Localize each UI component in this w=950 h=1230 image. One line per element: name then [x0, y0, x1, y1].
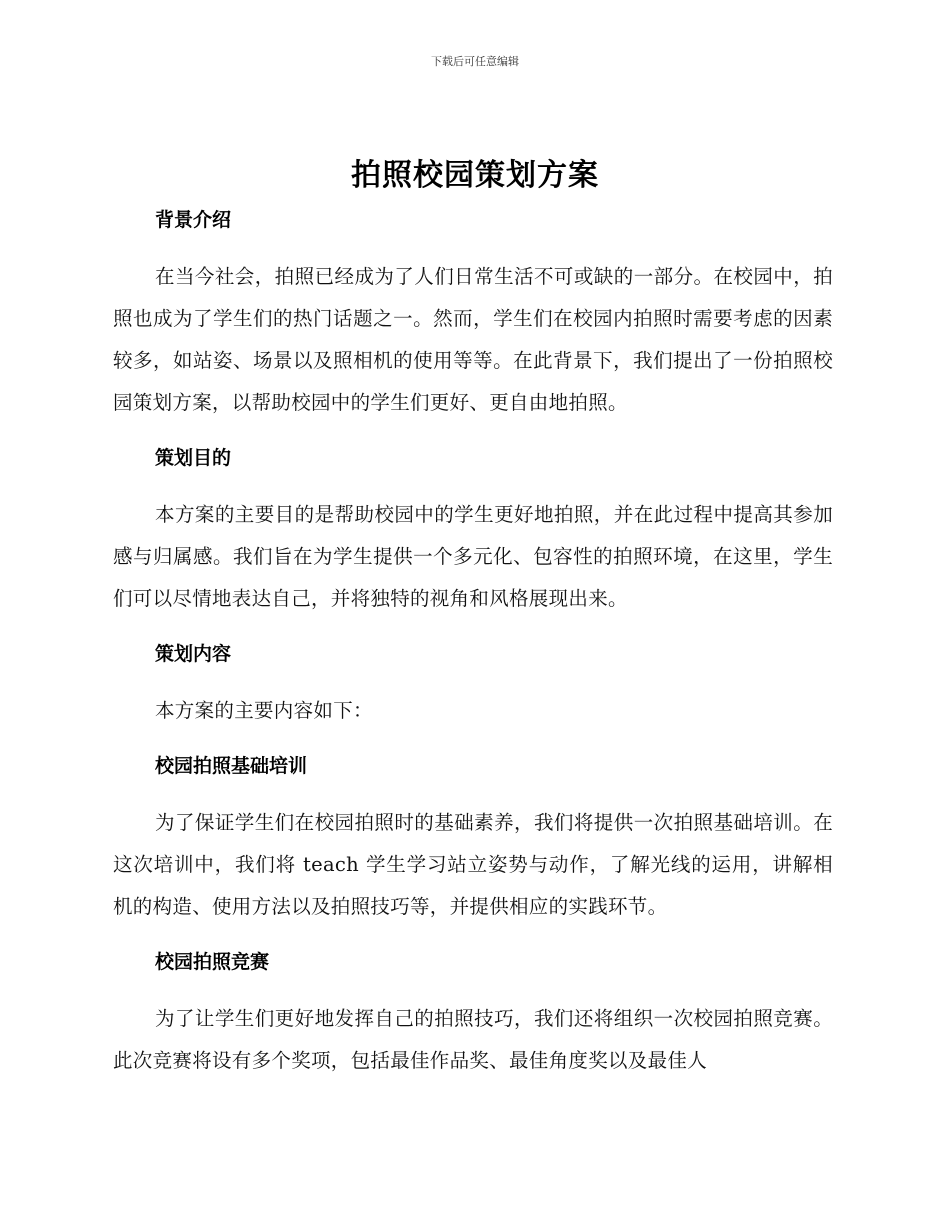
section-heading-purpose: 策划目的 [155, 447, 232, 469]
section-paragraph-content: 本方案的主要内容如下： [155, 699, 373, 722]
section-paragraph-training: 为了保证学生们在校园拍照时的基础素养，我们将提供一次拍照基础培训。在这次培训中，我们将 teach 学生学习站立姿势与动作，了解光线的运用，讲解相机的构造、使用方法以及拍照技巧等，并提供相应的实践环节。 [113, 811, 833, 918]
document-body [113, 204, 833, 1082]
section-heading-background: 背景介绍 [155, 209, 232, 231]
section-heading-competition: 校园拍照竞赛 [155, 951, 270, 973]
section-paragraph-purpose: 本方案的主要目的是帮助校园中的学生更好地拍照，并在此过程中提高其参加感与归属感。我们旨在为学生提供一个多元化、包容性的拍照环境，在这里，学生们可以尽情地表达自己，并将独特的视角和风格展现出来。 [113, 503, 833, 610]
section-heading-content: 策划内容 [155, 643, 232, 665]
section-heading-training: 校园拍照基础培训 [155, 755, 308, 777]
section-paragraph-competition: 为了让学生们更好地发挥自己的拍照技巧，我们还将组织一次校园拍照竞赛。此次竞赛将设有多个奖项，包括最佳作品奖、最佳角度奖以及最佳人 [113, 1007, 833, 1072]
section-paragraph-background: 在当今社会，拍照已经成为了人们日常生活不可或缺的一部分。在校园中，拍照也成为了学生们的热门话题之一。然而，学生们在校园内拍照时需要考虑的因素较多，如站姿、场景以及照相机的使用等等。在此背景下，我们提出了一份拍照校园策划方案，以帮助校园中的学生们更好、更自由地拍照。 [113, 265, 833, 414]
header-note: 下载后可任意编辑 [431, 55, 519, 68]
document-title: 拍照校园策划方案 [351, 158, 599, 193]
